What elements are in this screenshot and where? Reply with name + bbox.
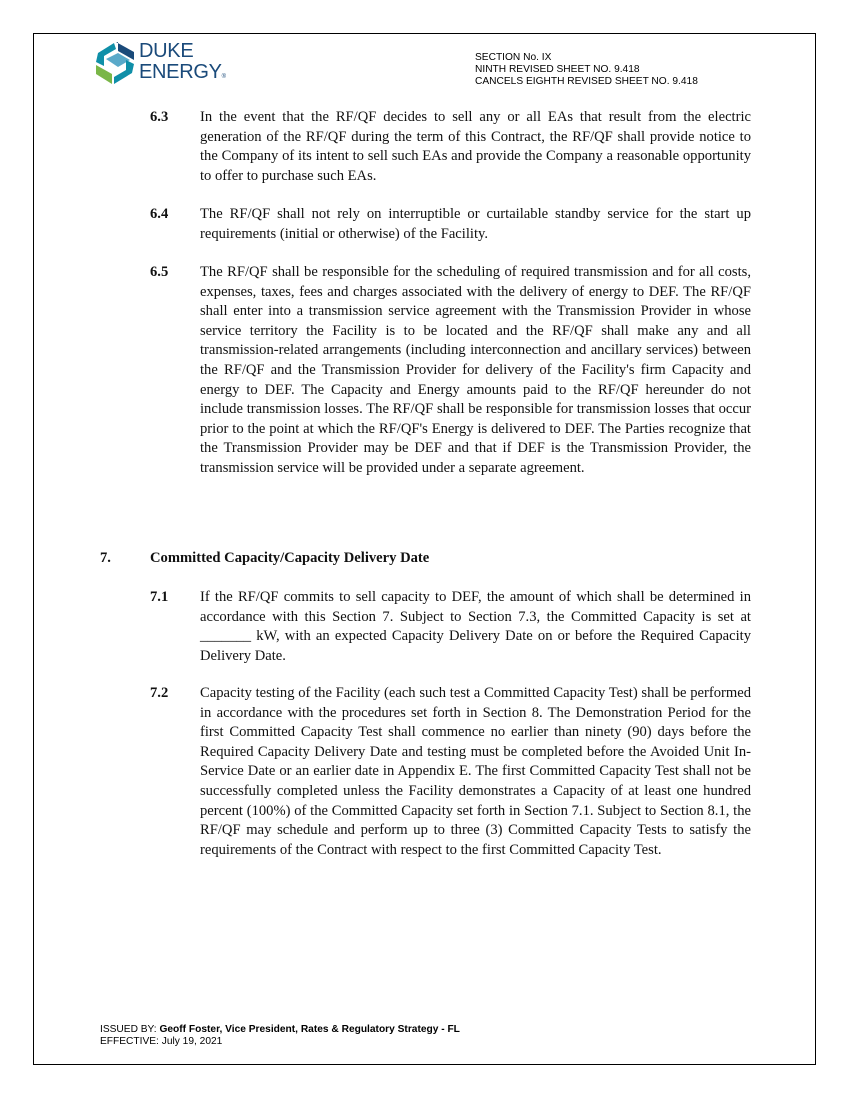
duke-energy-logo [94,40,244,88]
paragraph-number: 7.1 [150,589,169,605]
page-footer [100,1024,460,1048]
paragraph-text: The RF/QF shall not rely on interruptible or curtailable standby service for the start up requirements (initial or otherwise) of the Facility. [200,206,751,242]
logo-wordmark [139,41,226,88]
paragraph-text: The RF/QF shall be responsible for the scheduling of required transmission and for all costs, expenses, taxes, fees and charges associated with the delivery of energy to DEF. The RF/QF shall enter into a transmission service agreement with the Transmission Provider in whose service territory the Facility is to be located and the RF/QF shall make any and all transmission-related arrangements (including interconnection and ancillary services) between the RF/QF and the Transmission Provider for delivery of the Facility's firm Capacity and energy to DEF. The Capacity and Energy amounts paid to the RF/QF hereunder do not include transmission losses. The RF/QF shall be responsible for transmission losses that occur prior to the point at which the RF/QF's Energy is delivered to DEF. The Parties recognize that the Transmission Provider may be DEF and that if DEF is the Transmission Provider, the transmission service will be provided under a separate agreement. [200,264,751,476]
logo-energy-text: ENERGY [139,61,222,83]
paragraph-text: In the event that the RF/QF decides to sell any or all EAs that result from the electric generation of the RF/QF during the term of this Contract, the RF/QF shall provide notice to the Company of its intent to sell such EAs and provide the Company a reasonable opportunity to offer to purchase such EAs. [200,109,751,184]
effective-label: EFFECTIVE: [100,1036,159,1047]
paragraph-number: 6.4 [150,206,169,222]
paragraph-number: 6.3 [150,109,169,125]
paragraph-text: Capacity testing of the Facility (each such test a Committed Capacity Test) shall be performed in accordance with the procedures set forth in Section 8. The Demonstration Period for the first Committed Capacity Test shall commence no earlier than ninety (90) days before the Required Capacity Delivery Date and testing must be completed before the Avoided Unit In-Service Date or an earlier date in Appendix E. The first Committed Capacity Test shall not be successfully completed unless the Facility demonstrates a Capacity of at least one hundred percent (100%) of the Committed Capacity set forth in Section 7.1. Subject to Section 8.1, the RF/QF may schedule and perform up to three (3) Committed Capacity Tests to satisfy the requirements of the Contract with respect to the first Committed Capacity Test. [200,685,751,858]
logo-line-energy [139,62,226,88]
effective-line [100,1036,460,1048]
cancels-sheet-number: CANCELS EIGHTH REVISED SHEET NO. 9.418 [475,76,698,87]
paragraph-text: If the RF/QF commits to sell capacity to DEF, the amount of which shall be determined in accordance with this Section 7. Subject to Section 7.3, the Committed Capacity is set at _______ kW, with an expected Capacity Delivery Date on or before the Required Capacity Delivery Date. [200,589,751,664]
paragraph-number: 6.5 [150,264,169,280]
effective-date: July 19, 2021 [161,1036,223,1047]
section-title: Committed Capacity/Capacity Delivery Date [150,550,430,566]
issued-by-line [100,1024,460,1036]
revised-sheet-number: NINTH REVISED SHEET NO. 9.418 [475,64,640,75]
sheet-info [475,52,698,88]
duke-energy-logo-mark [94,40,136,86]
issued-by-value: Geoff Foster, Vice President, Rates & Regulatory Strategy - FL [159,1024,460,1035]
paragraph-number: 7.2 [150,685,169,701]
section-number: 7. [100,550,111,566]
logo-line-duke: DUKE [139,40,194,62]
logo-registered-mark: ® [221,74,226,80]
issued-by-label: ISSUED BY: [100,1024,157,1035]
section-number: SECTION No. IX [475,52,552,63]
